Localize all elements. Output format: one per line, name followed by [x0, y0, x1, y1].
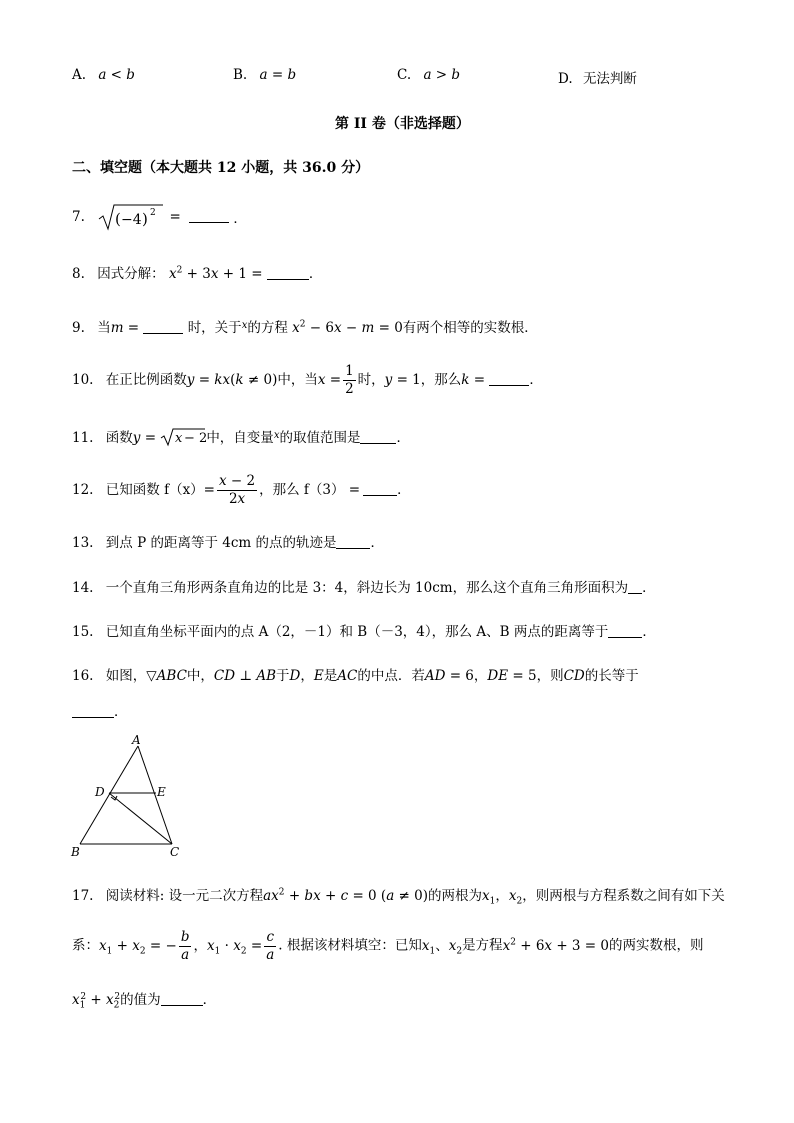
- question-text: 于: [276, 668, 290, 684]
- expression: $ax^2$ + bx + c = 0 (a ≠ 0): [263, 887, 429, 904]
- question-text: 阅读材料: 设一元二次方程: [105, 888, 264, 904]
- question-text: ，那么 f（3） =: [259, 482, 361, 498]
- question-text: 函数: [105, 430, 133, 446]
- question-11: [72, 426, 410, 447]
- expression: $x_1 + x_2$ = −: [99, 937, 177, 957]
- question-text: 是: [323, 668, 338, 684]
- question-text: 中，自变量: [206, 430, 274, 446]
- answer-blank[interactable]: [267, 278, 309, 280]
- expression: $x^2 + 3x + 1$ =: [168, 265, 263, 282]
- expression: AC: [337, 668, 358, 684]
- fraction: $\frac{b}{a}$: [180, 928, 190, 963]
- expression: DE = 5: [487, 668, 537, 684]
- expression: ，$x_1 \cdot x_2$ =: [193, 937, 263, 957]
- expression: E: [313, 668, 324, 684]
- expression: x =: [317, 372, 342, 388]
- question-text: 的两根为: [428, 888, 483, 904]
- expression: AD = 6: [424, 668, 474, 684]
- answer-blank[interactable]: [489, 384, 529, 386]
- question-number: 16.: [72, 668, 94, 684]
- option-expr: a = b: [259, 67, 297, 83]
- expression: y = 1: [384, 372, 421, 388]
- svg-text:x: x: [175, 431, 183, 446]
- answer-blank[interactable]: [161, 1004, 203, 1006]
- question-16: [72, 664, 639, 684]
- expression: D: [289, 668, 301, 684]
- question-text: . 根据该材料填空：已知: [278, 937, 422, 954]
- question-text: ，: [473, 668, 488, 684]
- question-number: 11.: [72, 430, 94, 446]
- expression: x: [273, 430, 280, 441]
- question-number: 10.: [72, 372, 94, 388]
- question-text: 中，: [186, 668, 214, 684]
- question-text: ，: [300, 668, 314, 684]
- question-text: 一个直角三角形两条直角边的比是 3：4，斜边长为 10cm，那么这个直角三角形面积为: [105, 580, 629, 596]
- question-12: [72, 470, 411, 510]
- expression: x: [241, 320, 248, 331]
- question-text: ．: [529, 372, 543, 388]
- expression: $x_1^2 + x_2^2$: [72, 991, 121, 1011]
- answer-blank[interactable]: [608, 636, 642, 638]
- option-c: [397, 67, 460, 83]
- svg-text:−4: −4: [121, 212, 142, 228]
- expression: CD ⊥ AB: [213, 668, 277, 684]
- sqrt-expression: [97, 202, 165, 232]
- question-text: ．: [114, 704, 128, 720]
- question-number: 17.: [72, 888, 94, 904]
- label-e: E: [157, 785, 166, 799]
- expression: $x^2 - 6x - m = 0$: [292, 319, 403, 336]
- option-d: [558, 67, 637, 87]
- question-7: 7. ( −4 ) 2 = ．: [72, 202, 247, 232]
- question-text: 的长等于: [584, 668, 639, 684]
- question-number: 7.: [72, 209, 85, 225]
- question-text: 已知函数 f（x）=: [105, 482, 215, 498]
- option-letter: C.: [397, 67, 412, 83]
- svg-text:(: (: [115, 210, 122, 228]
- expression: m =: [110, 320, 140, 336]
- question-text: 中，当: [277, 372, 318, 388]
- volume-title: 第 II 卷（非选择题）: [335, 116, 470, 132]
- option-letter: B.: [233, 67, 248, 83]
- question-15: [72, 620, 656, 640]
- question-text: 的方程: [247, 320, 288, 336]
- label-d: D: [95, 785, 105, 799]
- question-text: ．: [397, 482, 411, 498]
- question-text: ．: [642, 624, 656, 640]
- expression: y =: [132, 430, 157, 446]
- question-17-line-1: [72, 884, 725, 907]
- question-9: [72, 316, 538, 336]
- fraction: $\frac{1}{2}$: [345, 363, 354, 397]
- answer-blank[interactable]: [628, 592, 642, 594]
- question-text: ，那么: [420, 372, 462, 388]
- question-text: 的中点．若: [357, 668, 425, 684]
- triangle-figure: [66, 730, 196, 860]
- question-text: 时，关于: [187, 320, 242, 336]
- expression: k =: [461, 372, 486, 388]
- question-10: [72, 360, 543, 400]
- question-number: 8.: [72, 266, 85, 282]
- section-title: 二、填空题（本大题共 12 小题，共 36.0 分）: [72, 160, 370, 176]
- expression: y = kx(k ≠ 0): [186, 372, 278, 388]
- question-text: 已知直角坐标平面内的点 A（2，－1）和 B（－3，4），那么 A、B 两点的距离等于: [105, 624, 609, 640]
- question-text: 有两个相等的实数根．: [402, 320, 538, 336]
- answer-blank[interactable]: [143, 332, 183, 334]
- expression: $x_1$、$x_2$: [421, 937, 463, 957]
- svg-text:): ): [142, 210, 149, 228]
- sqrt-expression: [160, 427, 206, 447]
- answer-blank[interactable]: [189, 221, 229, 223]
- question-text: 的取值范围是: [279, 430, 361, 446]
- question-text: 时，: [357, 372, 385, 388]
- question-8: 8. 因式分解： $x^2 + 3x + 1$ = ．: [72, 265, 323, 282]
- option-a: [72, 67, 135, 83]
- answer-blank[interactable]: [336, 547, 370, 549]
- question-text: 因式分解：: [97, 266, 165, 282]
- question-13: [72, 531, 384, 551]
- question-text: ．: [202, 992, 217, 1008]
- question-text: ．: [642, 580, 656, 596]
- question-number: 12.: [72, 482, 94, 498]
- question-number: 9.: [72, 320, 85, 336]
- question-number: 14.: [72, 580, 94, 596]
- label-c: C: [170, 845, 180, 859]
- question-text: 的值为: [120, 992, 161, 1008]
- question-text: ．: [370, 535, 384, 551]
- question-text: 到点 P 的距离等于 4cm 的点的轨迹是: [105, 535, 337, 551]
- label-a: A: [132, 733, 141, 747]
- question-text: ，则两根与方程系数之间有如下关: [522, 888, 725, 904]
- answer-blank[interactable]: [360, 442, 396, 444]
- question-17-line-3: [72, 988, 216, 1011]
- answer-blank[interactable]: [363, 494, 397, 496]
- question-16-cont: [72, 700, 128, 720]
- svg-text:2: 2: [150, 208, 156, 218]
- question-number: 13.: [72, 535, 94, 551]
- fraction: $\frac{x - 2}{2x}$: [219, 473, 256, 507]
- expression: $x^2 + 6x + 3 = 0$: [502, 937, 610, 954]
- option-letter: D.: [558, 71, 573, 87]
- question-text: 如图，: [105, 668, 147, 684]
- question-text: 系：: [72, 937, 99, 954]
- option-text: 无法判断: [582, 71, 637, 87]
- expression: $x_1$，$x_2$: [482, 888, 523, 907]
- fraction: $\frac{c}{a}$: [266, 928, 275, 963]
- expression: ▽ABC: [146, 668, 187, 684]
- answer-blank[interactable]: [72, 716, 114, 718]
- expression: CD: [563, 668, 585, 684]
- label-b: B: [71, 845, 80, 859]
- option-letter: A.: [72, 67, 87, 83]
- question-text: 是方程: [462, 937, 503, 954]
- question-text: 的两实数根，则: [609, 937, 704, 954]
- question-14: [72, 576, 656, 596]
- question-number: 15.: [72, 624, 94, 640]
- option-b: [233, 67, 296, 83]
- question-text: 当: [97, 320, 111, 336]
- svg-text:− 2: − 2: [184, 431, 207, 446]
- question-17-line-2: [72, 922, 704, 962]
- question-text: ．: [396, 430, 410, 446]
- question-text: ，则: [536, 668, 564, 684]
- question-text: 在正比例函数: [105, 372, 187, 388]
- option-expr: a > b: [423, 67, 461, 83]
- option-expr: a < b: [98, 67, 135, 83]
